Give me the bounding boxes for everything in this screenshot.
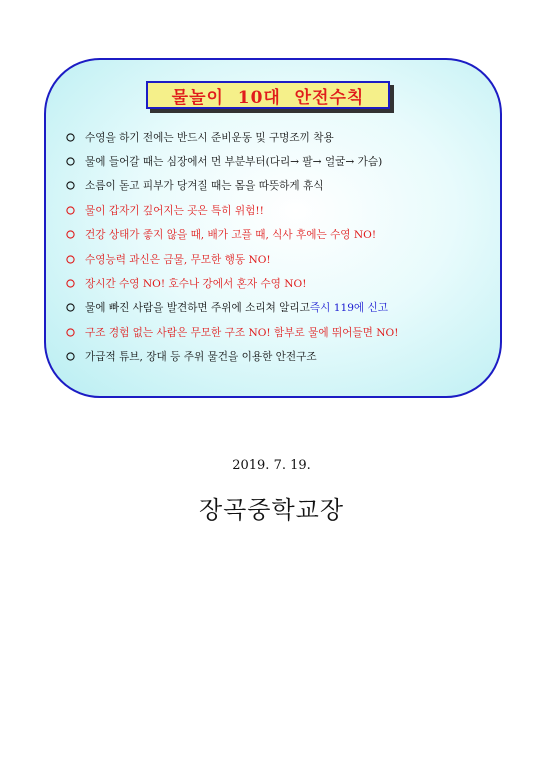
hollow-circle-icon bbox=[64, 302, 76, 314]
rule-item bbox=[64, 296, 504, 320]
rule-item bbox=[64, 247, 504, 271]
rule-item bbox=[64, 223, 504, 247]
rule-text: 소름이 돋고 피부가 당겨질 때는 몸을 따뜻하게 휴식 bbox=[85, 180, 324, 193]
rule-emphasis-text: 즉시 119에 신고 bbox=[309, 302, 388, 315]
hollow-circle-icon bbox=[64, 326, 76, 338]
hollow-circle-icon bbox=[64, 253, 76, 265]
rule-text: 물에 들어갈 때는 심장에서 먼 부분부터(다리→ 팔→ 얼굴→ 가슴) bbox=[85, 156, 383, 169]
rule-item bbox=[64, 149, 504, 173]
notice-date: 2019. 7. 19. bbox=[232, 458, 311, 473]
hollow-circle-icon bbox=[64, 278, 76, 290]
rule-text: 건강 상태가 좋지 않을 때, 배가 고플 때, 식사 후에는 수영 NO! bbox=[85, 229, 377, 242]
hollow-circle-icon bbox=[64, 229, 76, 241]
hollow-circle-icon bbox=[64, 156, 76, 168]
rule-text: 장시간 수영 NO! 호수나 강에서 혼자 수영 NO! bbox=[85, 278, 307, 291]
notice-title: 물놀이 10대 안전수칙 bbox=[146, 81, 390, 109]
hollow-circle-icon bbox=[64, 204, 76, 216]
hollow-circle-icon bbox=[64, 131, 76, 143]
rule-item bbox=[64, 320, 504, 344]
rule-text: 수영능력 과신은 금물, 무모한 행동 NO! bbox=[85, 253, 271, 266]
rule-text: 물이 갑자기 깊어지는 곳은 특히 위험!! bbox=[85, 204, 264, 217]
rule-item bbox=[64, 174, 504, 198]
rule-text: 가급적 튜브, 장대 등 주위 물건을 이용한 안전구조 bbox=[85, 351, 317, 364]
rule-item bbox=[64, 345, 504, 369]
rule-item bbox=[64, 125, 504, 149]
hollow-circle-icon bbox=[64, 180, 76, 192]
rule-item bbox=[64, 271, 504, 295]
rule-text: 구조 경험 없는 사람은 무모한 구조 NO! 함부로 물에 뛰어들면 NO! bbox=[85, 326, 399, 339]
rule-item bbox=[64, 198, 504, 222]
issuer-name: 장곡중학교장 bbox=[198, 496, 345, 524]
rule-text: 수영을 하기 전에는 반드시 준비운동 및 구명조끼 착용 bbox=[85, 131, 334, 144]
rule-text: 물에 빠진 사람을 발견하면 주위에 소리쳐 알리고 bbox=[85, 302, 310, 315]
rules-list bbox=[64, 125, 504, 369]
hollow-circle-icon bbox=[64, 351, 76, 363]
